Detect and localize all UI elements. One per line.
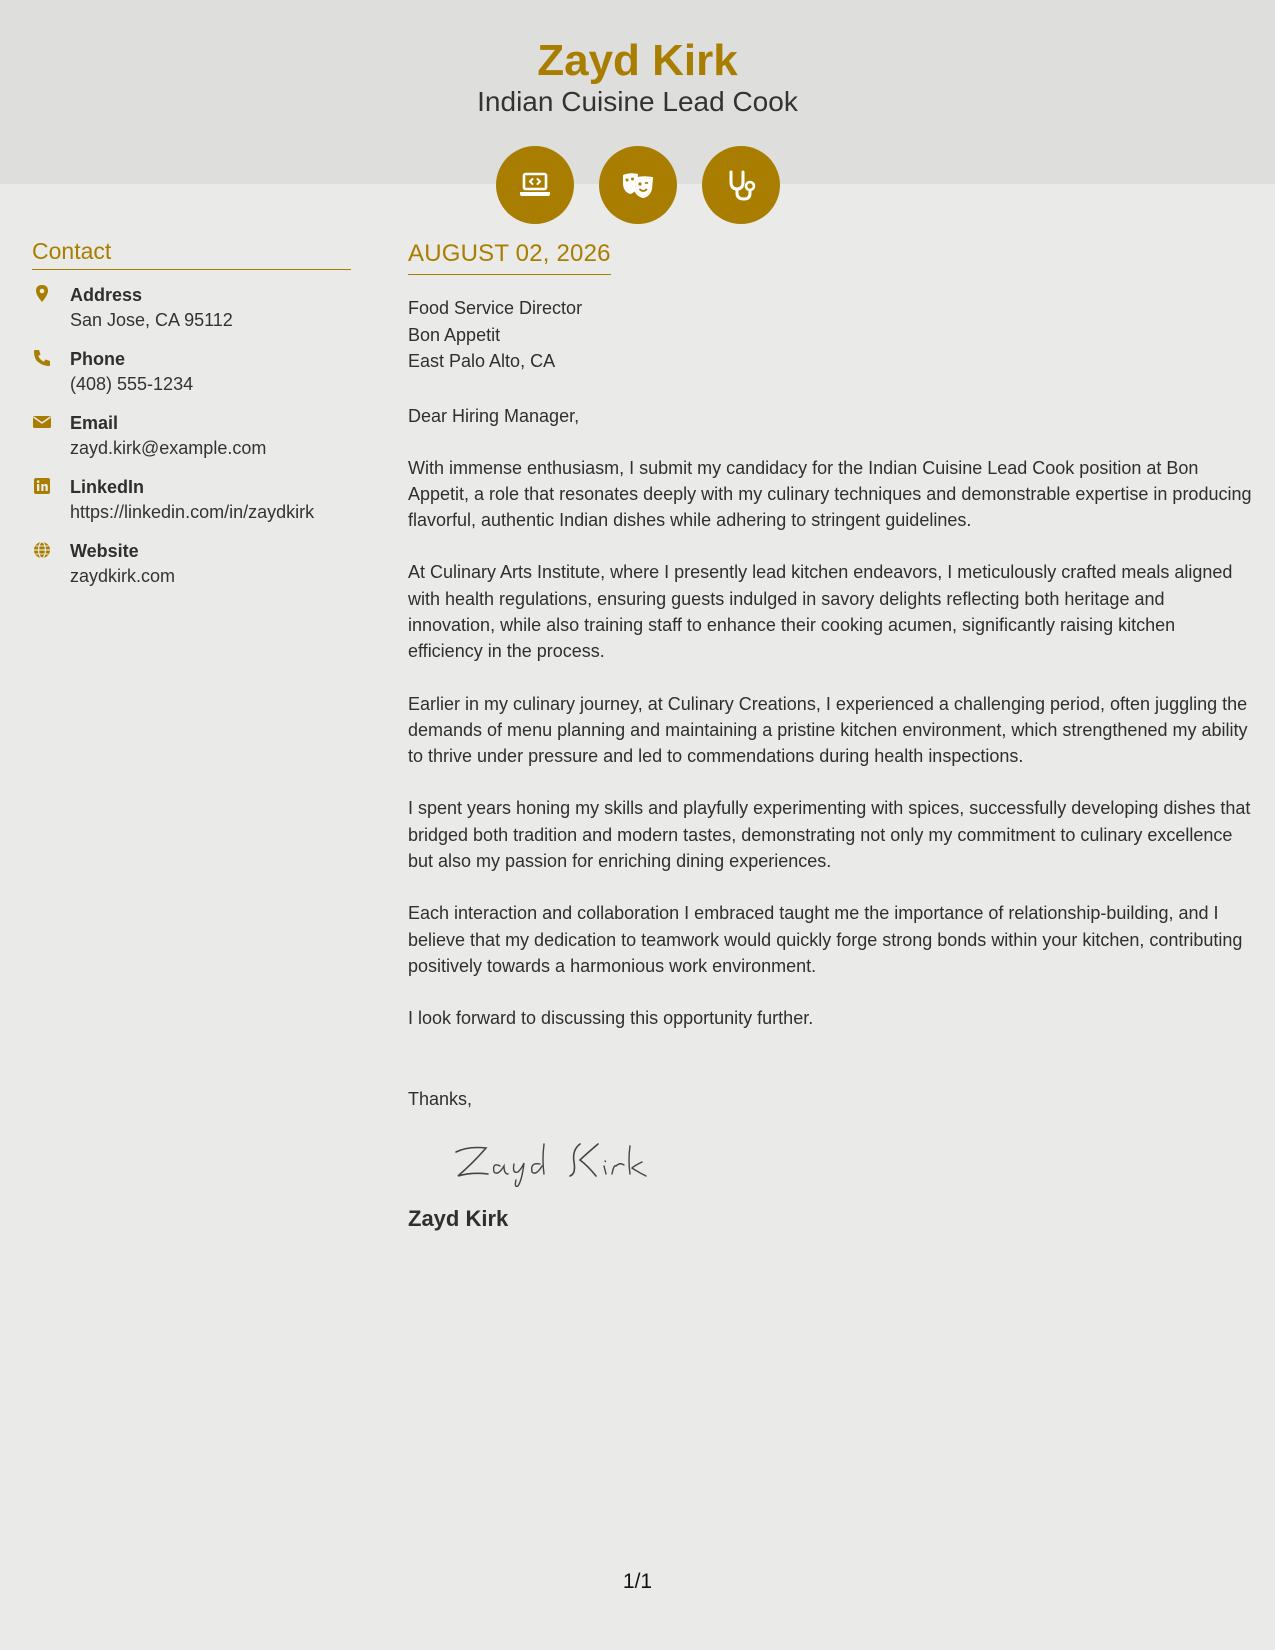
applicant-name: Zayd Kirk bbox=[537, 36, 738, 85]
recipient-line: East Palo Alto, CA bbox=[408, 351, 556, 371]
sidebar bbox=[32, 238, 351, 602]
contact-item-address bbox=[32, 282, 351, 332]
stethoscope-icon bbox=[702, 146, 780, 224]
contact-value: San Jose, CA 95112 bbox=[70, 310, 233, 330]
globe-icon bbox=[32, 538, 70, 588]
phone-icon bbox=[32, 346, 70, 396]
paragraph: At Culinary Arts Institute, where I presently lead kitchen endeavors, I meticulously crafted meals aligned with health regulations, ensuring guests indulged in savory delights reflecting both heritage and innovation, while also training staff to enhance their cooking acumen, significantly raising kitchen efficiency in the process. bbox=[408, 562, 1233, 662]
contact-label: LinkedIn bbox=[70, 477, 145, 497]
contact-label: Email bbox=[70, 413, 119, 433]
contact-item-website bbox=[32, 538, 351, 588]
paragraph: With immense enthusiasm, I submit my candidacy for the Indian Cuisine Lead Cook position at Bon Appetit, a role that resonates deeply with my culinary techniques and demonstrable expertise in producing flavorful, authentic Indian dishes while adhering to stringent guidelines. bbox=[408, 457, 1252, 531]
letter-date: AUGUST 02, 2026 bbox=[408, 240, 611, 275]
paragraph: Each interaction and collaboration I embraced taught me the importance of relationship-building, and I believe that my dedication to teamwork would quickly forge strong bonds within your kitchen, contributing positively towards a harmonious work environment. bbox=[408, 903, 1243, 976]
contact-value[interactable]: zaydkirk.com bbox=[70, 566, 176, 586]
salutation: Dear Hiring Manager, bbox=[408, 405, 580, 426]
linkedin-icon bbox=[32, 474, 70, 524]
recipient-block bbox=[408, 295, 1253, 375]
contact-label: Address bbox=[70, 285, 143, 305]
signed-name: Zayd Kirk bbox=[408, 1205, 509, 1231]
letter-body bbox=[408, 240, 1253, 1232]
contact-item-email bbox=[32, 410, 351, 460]
contact-item-linkedin bbox=[32, 474, 351, 524]
map-pin-icon bbox=[32, 282, 70, 332]
paragraph: I spent years honing my skills and playfully experimenting with spices, successfully developing dishes that bridged both tradition and modern tastes, demonstrating not only my commitment to culinary excellence but also my passion for enriching dining experiences. bbox=[408, 798, 1251, 872]
job-title: Indian Cuisine Lead Cook bbox=[477, 86, 798, 117]
recipient-line: Bon Appetit bbox=[408, 324, 501, 345]
signature bbox=[448, 1130, 1253, 1200]
envelope-icon bbox=[32, 410, 70, 460]
theater-masks-icon bbox=[599, 146, 677, 224]
contact-item-phone bbox=[32, 346, 351, 396]
contact-value[interactable]: https://linkedin.com/in/zaydkirk bbox=[70, 502, 315, 522]
paragraph: I look forward to discussing this opportunity further. bbox=[408, 1008, 814, 1029]
contact-value: zayd.kirk@example.com bbox=[70, 438, 267, 458]
laptop-code-icon bbox=[496, 146, 574, 224]
signature-graphic bbox=[448, 1130, 708, 1190]
contact-list bbox=[32, 282, 351, 588]
contact-label: Phone bbox=[70, 349, 126, 369]
page-number: 1/1 bbox=[622, 1570, 653, 1593]
contact-label: Website bbox=[70, 541, 139, 561]
recipient-line: Food Service Director bbox=[408, 298, 583, 318]
contact-value: (408) 555-1234 bbox=[70, 374, 194, 394]
interest-icons bbox=[0, 146, 1275, 224]
contact-heading: Contact bbox=[32, 238, 351, 270]
paragraph: Earlier in my culinary journey, at Culinary Creations, I experienced a challenging period, often juggling the demands of menu planning and maintaining a pristine kitchen environment, which strengthened my ability to thrive under pressure and led to commendations during health inspections. bbox=[408, 693, 1248, 767]
closing: Thanks, bbox=[408, 1088, 473, 1109]
